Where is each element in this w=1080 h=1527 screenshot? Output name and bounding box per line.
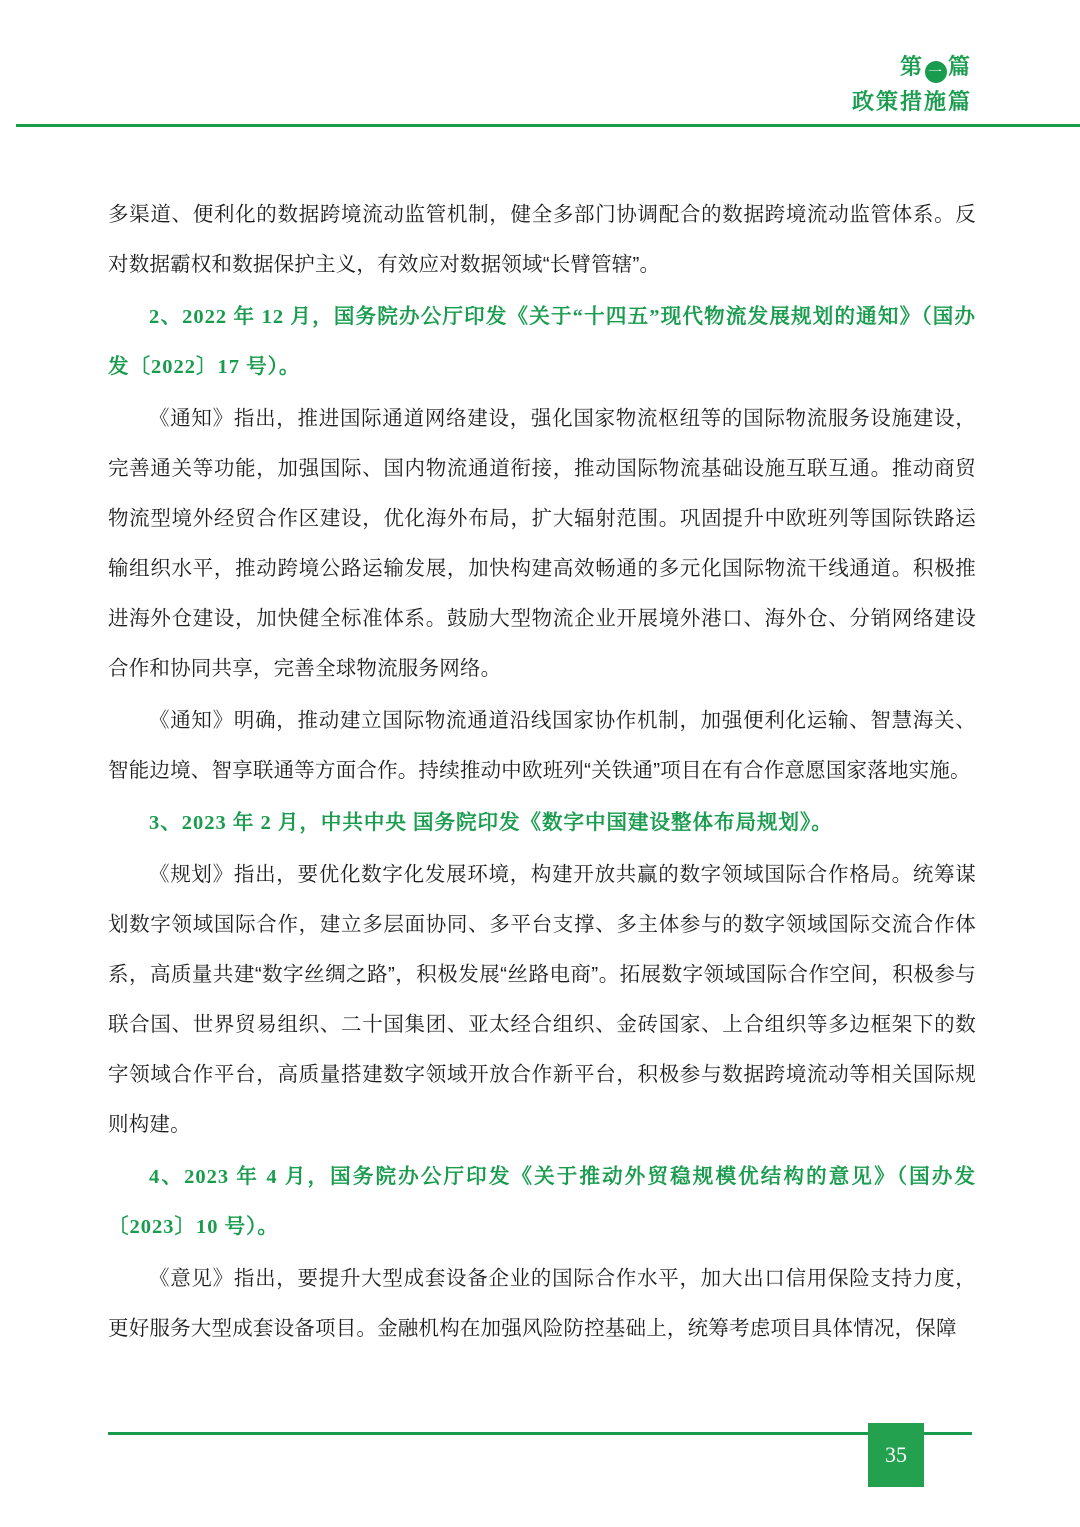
section-title-prefix: 第: [899, 54, 924, 79]
document-body: [108, 190, 976, 1356]
paragraph: 《通知》明确，推动建立国际物流通道沿线国家协作机制，加强便利化运输、智慧海关、智能边境、智享联通等方面合作。持续推动中欧班列“关铁通”项目在有合作意愿国家落地实施。: [108, 709, 976, 782]
section-title: [852, 52, 972, 117]
page-number: 35: [868, 1423, 924, 1487]
header-divider-gap: [0, 124, 16, 127]
page-header: [0, 0, 1080, 130]
section-title-line-1: [852, 52, 972, 83]
paragraph: 多渠道、便利化的数据跨境流动监管机制，健全多部门协调配合的数据跨境流动监管体系。反对数据霸权和数据保护主义，有效应对数据领域“长臂管辖”。: [108, 203, 976, 276]
subheading-policy-3: 3、2023 年 2 月，中共中央 国务院印发《数字中国建设整体布局规划》。: [149, 812, 833, 834]
section-number-badge: 一: [925, 61, 947, 83]
header-divider: [0, 124, 1080, 127]
paragraph: 《规划》指出，要优化数字化发展环境，构建开放共赢的数字领域国际合作格局。统筹谋划数字领域国际合作，建立多层面协同、多平台支撑、多主体参与的数字领域国际交流合作体系，高质量共建“数字丝绸之路”，积极发展“丝路电商”。拓展数字领域国际合作空间，积极参与联合国、世界贸易组织、二十国集团、亚太经合组织、金砖国家、上合组织等多边框架下的数字领域合作平台，高质量搭建数字领域开放合作新平台，积极参与数据跨境流动等相关国际规则构建。: [108, 863, 976, 1136]
subheading-policy-4: 4、2023 年 4 月，国务院办公厅印发《关于推动外贸稳规模优结构的意见》（国办发〔2023〕10 号）。: [108, 1166, 976, 1238]
page-footer: [0, 1387, 1080, 1527]
footer-divider: [108, 1432, 972, 1435]
paragraph: 《通知》指出，推进国际通道网络建设，强化国家物流枢纽等的国际物流服务设施建设，完善通关等功能，加强国际、国内物流通道衔接，推动国际物流基础设施互联互通。推动商贸物流型境外经贸合作区建设，优化海外布局，扩大辐射范围。巩固提升中欧班列等国际铁路运输组织水平，推动跨境公路运输发展，加快构建高效畅通的多元化国际物流干线通道。积极推进海外仓建设，加快健全标准体系。鼓励大型物流企业开展境外港口、海外仓、分销网络建设合作和协同共享，完善全球物流服务网络。: [108, 407, 976, 680]
subheading-policy-2: 2、2022 年 12 月，国务院办公厅印发《关于“十四五”现代物流发展规划的通知》（国办发〔2022〕17 号）。: [108, 306, 976, 378]
section-title-suffix: 篇: [947, 54, 972, 79]
section-subtitle: 政策措施篇: [851, 89, 972, 114]
paragraph: 《意见》指出，要提升大型成套设备企业的国际合作水平，加大出口信用保险支持力度，更好服务大型成套设备项目。金融机构在加强风险防控基础上，统筹考虑项目具体情况，保障: [108, 1267, 976, 1340]
